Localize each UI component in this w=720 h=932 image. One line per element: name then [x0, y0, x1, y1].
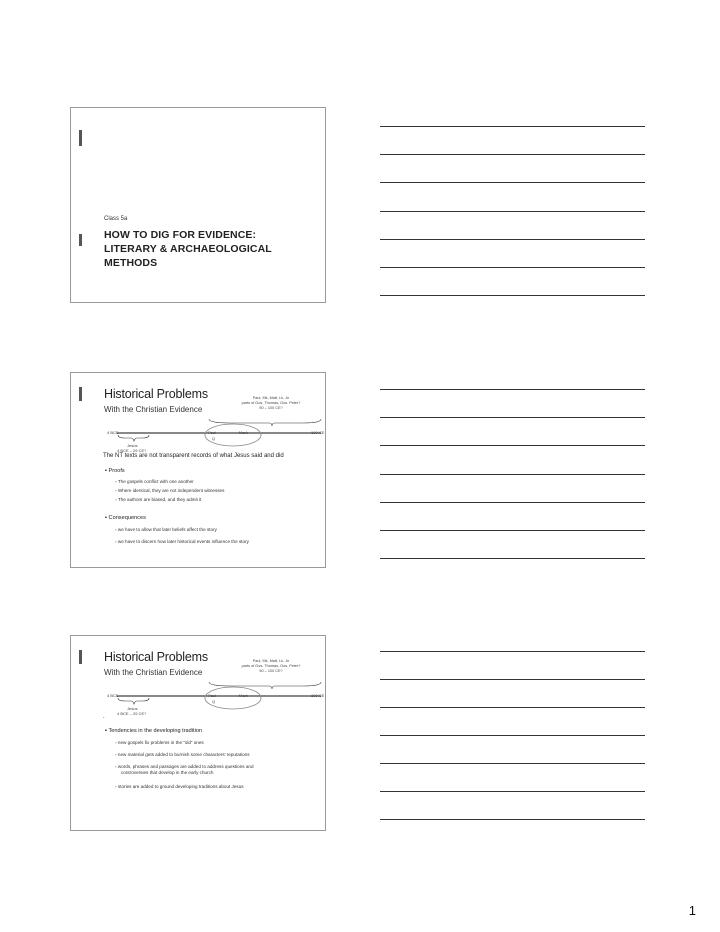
timeline-note: Paul, Mk, Matt, Lk, Jn parts of Gos. Thomas, Gos. Peter? 50 – 100 CE?	[241, 659, 301, 673]
slide-2-thumbnail	[70, 372, 326, 568]
timeline-jesus-label: Jesus	[127, 443, 138, 448]
note-line	[380, 474, 645, 475]
slide-subtitle: With the Christian Evidence	[104, 668, 203, 677]
list-item: ▫ new gospels fix problems in the “old” ones	[115, 740, 204, 745]
range-brace	[209, 419, 321, 426]
accent-bar	[79, 130, 82, 146]
slide-3-thumbnail	[70, 635, 326, 831]
timeline-end-label: 100 CE	[311, 693, 325, 698]
range-brace	[209, 682, 321, 689]
list-item: ▫ we have to allow that later beliefs affect the story	[115, 527, 217, 532]
timeline-paul-label: Paul	[208, 693, 217, 698]
accent-bar	[79, 650, 82, 664]
accent-bar	[79, 387, 82, 401]
slide-title: Historical Problems	[104, 650, 208, 664]
jesus-brace	[118, 435, 149, 441]
note-line	[380, 707, 645, 708]
title-line-1: HOW TO DIG FOR EVIDENCE:	[104, 229, 257, 241]
dot-marker: .	[103, 714, 105, 720]
timeline-start-label: 4 BCE	[107, 430, 119, 435]
timeline-q-label: Q	[212, 436, 216, 441]
note-line	[380, 295, 645, 296]
timeline-jesus-dates: 4 BCE – 29 CE?	[117, 711, 147, 716]
list-item: ▫ The authors are biased, and they admit it	[115, 497, 202, 502]
note-line	[380, 239, 645, 240]
timeline-mark-label: Mark	[239, 430, 248, 435]
list-item: ▫ The gospels conflict with one another	[115, 479, 194, 484]
highlight-ellipse	[205, 687, 261, 709]
note-line	[380, 182, 645, 183]
note-line	[380, 558, 645, 559]
jesus-brace	[118, 698, 149, 704]
note-line	[380, 417, 645, 418]
timeline-mark-label: Mark	[239, 693, 248, 698]
timeline-jesus-label: Jesus	[127, 706, 138, 711]
note-line	[380, 445, 645, 446]
list-item: ▫ Where identical, they are not independent witnesses	[115, 488, 225, 493]
highlight-ellipse	[205, 424, 261, 446]
note-line	[380, 819, 645, 820]
timeline-jesus-dates: 4 BCE – 29 CE?	[117, 448, 147, 453]
list-item: ▫ stories are added to ground developing traditions about Jesus	[115, 784, 244, 789]
slide-1-thumbnail	[70, 107, 326, 303]
bullet-tendencies: ▪ Tendencies in the developing tradition	[105, 728, 203, 734]
bullet-consequences: ▪ Consequences	[105, 515, 146, 521]
slide-subtitle: With the Christian Evidence	[104, 405, 203, 414]
note-line	[380, 735, 645, 736]
list-item-continuation: controversies that develop in the early church	[121, 770, 214, 775]
bullet-proofs: ▪ Proofs	[105, 468, 125, 474]
timeline-graphic	[71, 676, 326, 726]
note-line	[380, 679, 645, 680]
timeline-start-label: 4 BCE	[107, 693, 119, 698]
note-line	[380, 651, 645, 652]
page-number: 1	[688, 903, 696, 918]
note-line	[380, 763, 645, 764]
timeline-end-label: 100 CE	[311, 430, 325, 435]
statement-text: The NT texts are not transparent records of what Jesus said and did	[103, 453, 284, 459]
note-line	[380, 267, 645, 268]
slide-title	[104, 228, 325, 270]
note-line	[380, 126, 645, 127]
note-line	[380, 154, 645, 155]
note-line	[380, 791, 645, 792]
list-item: ▫ new material gets added to burnish some characters’ reputations	[115, 752, 250, 757]
title-line-2: LITERARY & ARCHAEOLOGICAL METHODS	[104, 243, 272, 269]
accent-bar	[79, 234, 82, 246]
slide-title: Historical Problems	[104, 387, 208, 401]
timeline-paul-label: Paul	[208, 430, 217, 435]
note-line	[380, 211, 645, 212]
note-line	[380, 389, 645, 390]
list-item: ▫ we have to discern how later historical events influence the story	[115, 539, 249, 544]
class-label: Class 5a	[104, 216, 128, 222]
list-item: ▫ words, phrases and passages are added to address questions and	[115, 764, 254, 769]
timeline-note: Paul, Mk, Matt, Lk, Jn parts of Gos. Thomas, Gos. Peter? 50 – 100 CE?	[241, 396, 301, 410]
note-line	[380, 502, 645, 503]
timeline-q-label: Q	[212, 699, 216, 704]
note-line	[380, 530, 645, 531]
